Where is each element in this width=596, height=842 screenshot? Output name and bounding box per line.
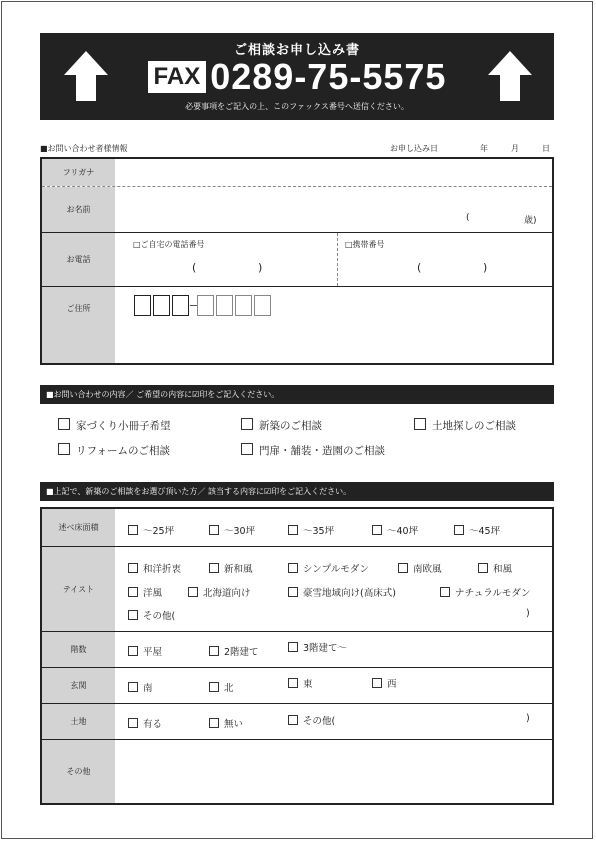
inquiry-option-booklet[interactable]: 家づくり小冊子希望 [58,418,171,433]
floors-row [42,632,552,668]
home-phone-label[interactable]: □ご自宅の電話番号 [133,240,205,249]
floors-label: 階数 [42,632,115,667]
new-build-table [40,507,554,805]
taste-row [42,547,552,632]
inquiry-option-land[interactable]: 土地探しのご相談 [414,418,516,433]
postal-code-box[interactable] [134,295,151,316]
land-option[interactable]: 無い [209,716,243,730]
taste-option[interactable]: 豪雪地域向け(高床式) [288,585,396,599]
taste-option[interactable]: シンプルモダン [288,561,369,575]
home-phone-paren-open: ( [192,261,197,274]
checkbox[interactable] [372,525,382,535]
fax-instruction: 必要事項をご記入の上、このファックス番号へ送信ください。 [185,102,409,111]
form-title: ご相談お申し込み書 [233,43,360,58]
floor-area-option[interactable]: ～25坪 [128,523,174,537]
checkbox[interactable] [209,646,219,656]
address-label: ご住所 [42,287,115,363]
checkbox[interactable] [128,610,138,620]
age-open: ( [466,213,470,223]
postal-code-box[interactable] [172,295,189,316]
checkbox[interactable] [288,678,298,688]
taste-option[interactable]: 洋風 [128,585,162,599]
fax-header [40,33,554,120]
entrance-option[interactable]: 北 [209,680,234,694]
checkbox[interactable] [209,718,219,728]
checkbox[interactable] [128,718,138,728]
floor-area-option[interactable]: ～30坪 [209,523,255,537]
checkbox[interactable] [209,682,219,692]
new-build-section-bar: ■上記で、新築のご相談をお選び頂いた方／ 該当する内容に☑印をご記入ください。 [40,482,554,501]
inquiry-option-reform[interactable]: リフォームのご相談 [58,443,170,458]
land-label: 土地 [42,704,115,739]
floors-option[interactable]: 2階建て [209,644,259,658]
year-label: 年 [480,144,488,153]
floors-option[interactable]: 平屋 [128,644,162,658]
furigana-label: フリガナ [42,159,115,186]
checkbox[interactable] [58,443,70,455]
land-option-other[interactable]: その他( [288,713,335,727]
checkbox[interactable] [128,646,138,656]
name-row[interactable] [42,187,552,233]
checkbox[interactable] [241,418,253,430]
checkbox[interactable] [288,587,298,597]
floor-area-option[interactable]: ～45坪 [454,523,500,537]
mobile-paren-open: ( [417,261,422,274]
taste-label: テイスト [42,547,115,631]
name-label: お名前 [42,187,115,232]
postal-code-box[interactable] [216,295,233,316]
checkbox[interactable] [209,525,219,535]
postal-code-box[interactable] [254,295,271,316]
entrance-option[interactable]: 西 [372,676,397,690]
contact-table [40,157,554,365]
floors-option[interactable]: 3階建て～ [288,640,347,654]
floor-area-option[interactable]: ～35坪 [288,523,334,537]
inquiry-section-bar: ■お問い合わせの内容／ ご希望の内容に☑印をご記入ください。 [40,385,554,404]
home-phone-paren-close: ) [258,261,263,274]
checkbox[interactable] [128,525,138,535]
checkbox[interactable] [128,563,138,573]
entrance-option[interactable]: 南 [128,680,153,694]
checkbox[interactable] [188,587,198,597]
fax-number: 0289-75-5575 [210,56,447,97]
land-row [42,704,552,740]
other-label: その他 [42,740,115,803]
checkbox[interactable] [209,563,219,573]
furigana-row[interactable] [42,159,552,187]
inquiry-option-exterior[interactable]: 門扉・舗装・造園のご相談 [241,443,385,458]
mobile-paren-close: ) [483,261,488,274]
phone-divider [337,233,338,286]
checkbox[interactable] [478,563,488,573]
taste-option[interactable]: 南欧風 [398,561,442,575]
taste-option[interactable]: 和洋折衷 [128,561,181,575]
entrance-row [42,668,552,704]
address-row[interactable] [42,287,552,363]
contact-section-label: ■お問い合わせ者様情報 [40,144,128,153]
checkbox[interactable] [440,587,450,597]
mobile-label[interactable]: □携帯番号 [345,240,385,249]
checkbox[interactable] [288,525,298,535]
checkbox[interactable] [58,418,70,430]
entrance-option[interactable]: 東 [288,676,313,690]
inquiry-option-new-build[interactable]: 新築のご相談 [241,418,322,433]
floor-area-row [42,509,552,547]
taste-option[interactable]: ナチュラルモダン [440,585,531,599]
taste-option-other[interactable]: その他( [128,608,175,622]
checkbox[interactable] [128,587,138,597]
taste-option[interactable]: 和風 [478,561,512,575]
fax-badge: FAX [148,61,207,93]
checkbox[interactable] [398,563,408,573]
postal-dash [190,305,197,306]
fax-number-row [40,55,554,99]
checkbox[interactable] [454,525,464,535]
checkbox[interactable] [241,443,253,455]
taste-option[interactable]: 新和風 [209,561,253,575]
checkbox[interactable] [372,678,382,688]
apply-date-label: お申し込み日 [390,144,438,153]
land-other-close: ) [526,713,530,724]
land-option[interactable]: 有る [128,716,162,730]
postal-code-box[interactable] [235,295,252,316]
postal-code-box[interactable] [197,295,214,316]
age-suffix: 歳) [524,216,537,226]
floor-area-option[interactable]: ～40坪 [372,523,418,537]
phone-row [42,233,552,287]
taste-other-close: ) [526,608,530,619]
checkbox[interactable] [128,682,138,692]
checkbox[interactable] [288,642,298,652]
other-row[interactable] [42,740,552,803]
checkbox[interactable] [414,418,426,430]
phone-label: お電話 [42,233,115,286]
postal-code-box[interactable] [153,295,170,316]
month-label: 月 [511,144,519,153]
taste-option[interactable]: 北海道向け [188,585,251,599]
checkbox[interactable] [288,563,298,573]
floor-area-label: 述べ床面積 [42,509,115,546]
entrance-label: 玄関 [42,668,115,703]
checkbox[interactable] [288,715,298,725]
day-label: 日 [542,144,550,153]
